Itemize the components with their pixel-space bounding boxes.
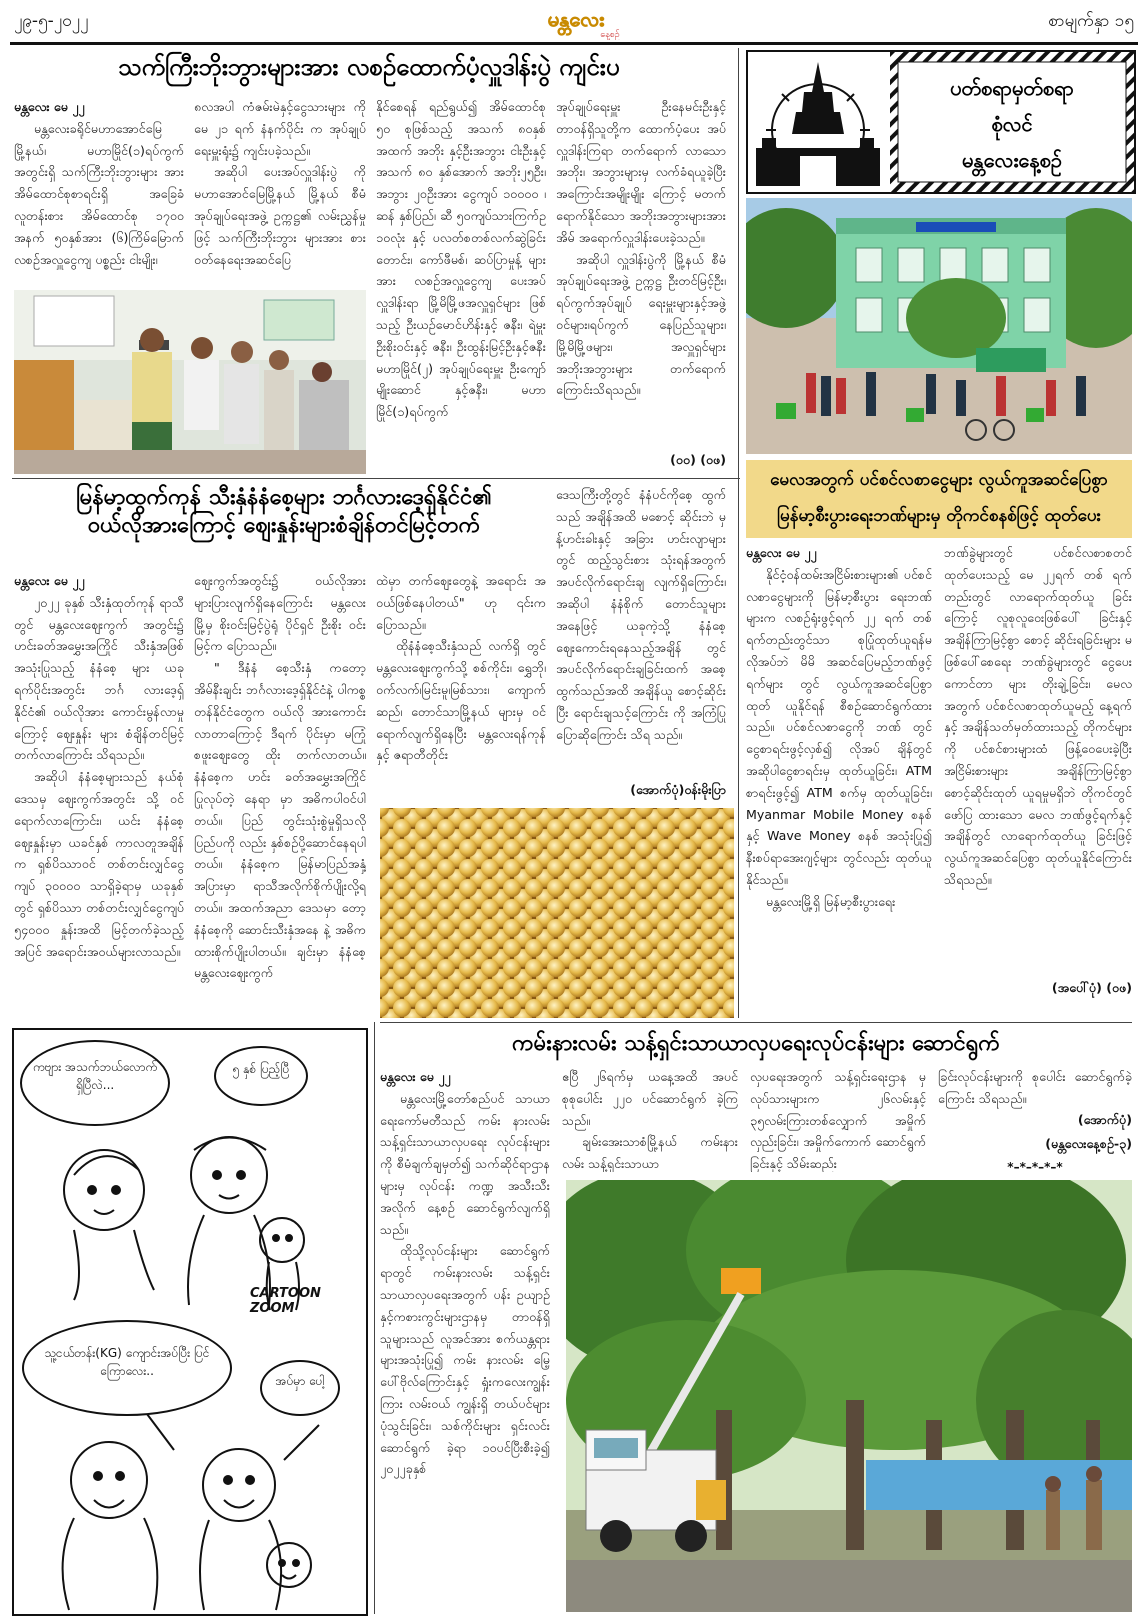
- article3-para1: နိုင်ငံ့ဝန်ထမ်းအငြိမ်းစားများ၏ ပင်စင်လစာငွေများကို မြန်မာ့စီးပွား ရေးဘဏ်များက လစဉ်ရုံးဖွင့်ရက် ၂၂ ရက် တစ်ရက်တည်းတွင်သာ စုပြုံထုတ်ယူရန်မလိုအပ်ဘဲ မိမိ အဆင်ပြေမည့်ဘဏ်ဖွင့်ရက်များ တွင် လွယ်ကူအဆင်ပြေစွာ ထုတ် ယူနိုင်ရန် စီစဉ်ဆောင်ရွက်ထား သည်။ ပင်စင်လစာငွေကို ဘဏ် တွင် ငွေစာရင်းဖွင့်လှစ်၍ လိုအပ် ချိန်တွင် အဆိုပါငွေစာရင်းမှ ထုတ်ယူခြင်း၊ ATM စာရင်းဖွင့်၍ ATM စက်မှ ထုတ်ယူခြင်း၊ Myanmar Mobile Money စနစ်နှင့် Wave Money စနစ် အသုံးပြု၍ နီးစပ်ရာအေးဂျင့်များ တွင်လည်း ထုတ်ယူနိုင်သည်။: [746, 566, 932, 887]
- notice-line2: စုံလင်: [991, 112, 1033, 136]
- cartoon-signature: CARTOON ZOOM: [250, 1286, 321, 1316]
- cartoon-bubble-3: သူ့ငယ်တန်း(KG) ကျောင်းအပ်ပြီး ပြင်ကြောလေး..: [22, 1320, 232, 1416]
- article2-col1: [14, 570, 184, 1016]
- article4-byline: မန္တလေး မေ ၂၂: [380, 1069, 451, 1084]
- article3-credit: (အပေါ်ပုံ) (ဝဖ): [1051, 980, 1132, 995]
- article4-para5: လှပရေးအတွက် သန့်ရှင်းရေးဌာန မှ လုပ်သားများက ၂၆လမ်းနှင့် ၃၅လမ်းကြားတစ်လျှောက် အမှိုက် လှည်းခြင်း၊ အမှိုက်ကောက် ဆောင်ရွက်ခြင်းနှင့် သိမ်းဆည်း: [750, 1069, 926, 1172]
- notice-line1: ပတ်စရာမှတ်စရာ: [950, 76, 1074, 100]
- article1-headline: သက်ကြီးဘိုးဘွားများအား လစဉ်ထောက်ပံ့လှူဒါန်းပွဲ ကျင်းပ: [118, 53, 620, 81]
- article3-col2: [944, 542, 1132, 978]
- article2-col2: [194, 570, 366, 1016]
- article2-credit: (အောက်ပုံ)ဝန်းမိုးပြာ: [630, 782, 726, 797]
- article1-credit: (ဝဝ) (ဝဖ): [670, 452, 726, 467]
- article3-headline-line1: မေလအတွက် ပင်စင်လစာငွေများ လွယ်ကူအဆင်ပြေစွာ: [770, 470, 1108, 490]
- article4-col4: [938, 1066, 1132, 1110]
- article4-para2: ထိုသို့လုပ်ငန်းများ ဆောင်ရွက် ရာတွင် ကမ်းနားလမ်း သန့်ရှင်း သာယာလှပရေးအတွက် ပန်း ဥယျာဉ်နှင့်ကစားကွင်းများဌာနမှ တာဝန်ရှိသူများသည် လူအင်အား စက်ယန္တရားများအသုံးပြု၍ ကမ်း နားလမ်း မြေ့ပေါ်ဗိုလ်ကြောင်းနှင့် ရှုံးကလေးကျွန်းကြား လမ်းဝယ် ကျွန်းရှိ တယ်ပင်များ ပုံသွင်းခြင်း၊ သစ်ကိုင်းများ ရှင်းလင်းဆောင်ရွက် ခဲ့ရာ ၁၀ပင်ပြီးစီးခဲ့၍ ၂၀၂၂ခုနှစ်: [380, 1243, 550, 1477]
- article1-para4: နိုင်စေရန် ရည်ရွယ်၍ အိမ်ထောင်စု ၅၀ စုဖြစ်သည့် အသက် ၈၀နှစ် အထက် အဘိုး နှင့်ဦးအဘွား ငါးဦးနှင့် အသက် ၈၀ နှစ်အောက် အဘိုး၂၅ဦး၊ အဘွား ၂၀ဦးအား ငွေကျပ် ၁၀၀၀၀ ၊ ဆန် နှစ်ပြည်၊ ဆီ ၅၀ကျပ်သားကြက်ဥ ၁၀လုံး နှင့် ပလတ်စတစ်လက်ဆွဲခြင်း တောင်း၊ ကော်ဖီမစ်၊ ဆပ်ပြာမှုန့် များအား လစဉ်အလှူငွေကျ ပေးအပ် လှူဒါန်းရာ မြို့မိမြို့ဖအလှူရှင်များ ဖြစ်သည့် ဦးယဉ်မောင်ဟိန်းနှင့် ဇနီး၊ ရဲမှူးဦးစိုးဝင်းနှင့် ဇနီး၊ ဦးထွန်းမြင့်ဦးနှင့်ဇနီးမဟာမြိုင်(၂) အုပ်ချုပ်ရေးမှူး ဦးကျော်မျိုးဆောင် နှင့်ဇနီး၊ မဟာမြိုင်(၁)ရပ်ကွက်: [376, 99, 546, 420]
- article2-col4: [556, 484, 726, 780]
- article4-source: (မန္တလေးနေ့စဉ်-၃): [1045, 1136, 1132, 1151]
- article2-headline-line1: မြန်မာ့ထွက်ကုန် သီးနှံနံနံစေ့များ ဘင်္ဂလားဒေ့ရှ်နိုင်ငံ၏: [76, 485, 492, 510]
- masthead-logo-text: မန္တလေး: [547, 7, 605, 31]
- issue-date: ၂၉-၅-၂၀၂၂: [14, 11, 89, 31]
- article2-para4: " ဒီနံနံ စေ့သီးနှံ ကတော့ အိမ်နီးချင်း ဘင်္ဂလားဒေ့ရှ်နိုင်ငံနဲ့ ပါကစ္စတန်နိုင်ငံတွေက ဝယ်လို အားကောင်းလာတာကြောင့် ဒီရက် ပိုင်းမှာ မကြုံစဖူးဈေးတွေ ထိုး တက်လာတယ်။ နံနံစေ့က ဟင်း ခတ်အမွှေးအကြိုင်ပြုလုပ်တဲ့ နေရာ မှာ အဓိကပါဝင်ပါတယ်။ ပြည် တွင်းသုံးစွဲမှုရှိသလို ပြည်ပကို လည်း နှစ်စဉ်ပို့ဆောင်နေရပါ တယ်။ နံနံစေ့က မြန်မာပြည်အနှံ့ အပြားမှာ ရာသီအလိုက်စိုက်ပျိုးလို့ရ တယ်။ အထက်အညာ ဒေသမှာ တော့ နံနံစေ့ကို ဆောင်းသီးနှံအနေ နဲ့ အဓိကထားစိုက်ပျိုးပါတယ်။ ချင်းမှာ နံနံစေ့ မန္တလေးဈေးကွက်: [194, 660, 366, 981]
- column-divider: [738, 48, 739, 1018]
- article3-headline-line2: မြန်မာ့စီးပွားရေးဘဏ်များမှ တိုကင်စနစ်ဖြင့် ထုတ်ပေး: [777, 506, 1101, 526]
- article3-para3: ဘဏ်ခွဲများတွင် ပင်စင်လစာစတင် ထုတ်ပေးသည့် မေ ၂၂ရက် တစ် ရက်တည်းတွင် လာရောက်ထုတ်ယူ ခြင်းကြောင့် လူစုလူဝေးဖြစ်ပေါ် ခြင်းနှင့် အချိန်ကြာမြင့်စွာ စောင့် ဆိုင်းရခြင်းများ မဖြစ်ပေါ်စေရေး ဘဏ်ခွဲများတွင် ငွေပေးကောင်တာ များ တိုးချဲ့ခြင်း၊ မေလအတွက် ပင်စင်လစာထုတ်ယူမည့် နေ့ရက် နှင့် အချိန်သတ်မှတ်ထားသည့် တိုကင်များကို ပင်စင်စားများထံ ဖြန့်ဝေပေးခဲ့ပြီး အငြိမ်းစားများ အချိန်ကြာမြင့်စွာ စောင့်ဆိုင်းထုတ် ယူရမှုမရှိဘဲ တိုကင်တွင် ဖော်ပြ ထားသော မေလ ဘဏ်ဖွင့်ရက်နှင့် အချိန်တွင် လာရောက်ထုတ်ယူ ခြင်းဖြင့် လွယ်ကူအဆင်ပြေစွာ ထုတ်ယူနိုင်ကြောင်း သိရသည်။: [944, 545, 1132, 887]
- cartoon-bubble-1: ကဗျား အသက်ဘယ်လောက် ရှိပြီလဲ...: [20, 1040, 170, 1126]
- divider: [12, 478, 740, 479]
- article2-para5: ထဲမှာ တက်ဈေးတွေနဲ့ အရောင်း အဝယ်ဖြစ်နေပါတယ်" ဟု ၎င်းက ပြောသည်။: [376, 573, 546, 632]
- article1-para2: ၈လအပါ ကံဇမ်းမဲနှင့်ငွေသားများ ကို မေ ၂၁ ရက် နံနက်ပိုင်း က အုပ်ချုပ်ရေးမှူးရုံး၌ ကျင်းပခဲ့သည်။: [194, 99, 366, 158]
- cartoon-bubble-4: အပ်မှာ ပေါ့: [260, 1360, 340, 1416]
- article2-headline: [14, 484, 554, 540]
- article2-para7: ဒေသကြီးတို့တွင် နံနံပင်ကိုစေ့ ထွက်သည် အချိန်အထိ မစောင့် ဆိုင်းဘဲ မှန့်ဟင်းခါးနှင့် အခြား ဟင်းလျာများတွင် ထည့်သွင်းစား သုံးရန်အတွက် အပင်လိုက်ရောင်းချ လျက်ရှိကြောင်း၊ အဆိုပါ နံနံစိုက် တောင်သူများအနေဖြင့် ယခုကဲ့သို့ နံနံစေ့ ဈေးကောင်းရနေသည့်အချိန် တွင် အပင်လိုက်ရောင်းချခြင်းထက် အစေ့ထွက်သည်အထိ အချိန်ယူ စောင့်ဆိုင်းပြီး ရောင်းချသင့်ကြောင်း ကို အကြံပြုပြောဆိုကြောင်း သိရ သည်။: [556, 487, 726, 742]
- article2-byline: မန္တလေး မေ ၂၂: [14, 573, 85, 588]
- article4-para4: ချမ်းအေးသာစံမြို့နယ် ကမ်းနားလမ်း သန့်ရှင်းသာယာ: [562, 1134, 738, 1172]
- article4-col3: [750, 1066, 926, 1172]
- article4-para3: ဧပြီ ၂၆ရက်မှ ယနေ့အထိ အပင် စုစုပေါင်း ၂၂၀ ပင်ဆောင်ရွက် ခဲ့ကြသည်။: [562, 1069, 738, 1128]
- article1-para5: အုပ်ချုပ်ရေးမှူး ဦးနေမင်းဦးနှင့် တာဝန်ရှိသူတို့က ထောက်ပံ့ပေး အပ်လှူဒါန်းကြရာ တက်ရောက် လာသော အဘိုး၊ အဘွားများမှ လက်ခံရယူခဲ့ပြီး အကြောင်းအမျိုးမျိုး ကြောင့် မတက်ရောက်နိုင်သော အဘိုးအဘွားများအား အိမ် အရောက်လှူဒါန်းပေးခဲ့သည်။: [556, 99, 726, 245]
- article1-para6: အဆိုပါ လှူဒါန်းပွဲကို မြို့နယ် စီမံအုပ်ချုပ်ရေးအဖွဲ့ ဥက္ကဋ္ဌ ဦးတင်မြင့်ဦး၊ ရပ်ကွက်အုပ်ချုပ် ရေးမှူးများနှင့်အဖွဲ့ဝင်များ၊ရပ်ကွက် နေပြည်သူများ၊ မြို့မိမြို့ဖများ၊ အလှူရှင်များ အဘိုးအဘွားများ တက်ရောက်ကြောင်းသိရသည်။: [556, 251, 726, 398]
- article2-para1: ၂၀၂၂ ခုနှစ် သီးနှံထုတ်ကုန် ရာသီတွင် မန္တလေးဈေးကွက် အတွင်း၌ ဟင်းခတ်အမွှေးအကြိုင် သီးနှံအဖြစ် အသုံးပြုသည့် နံနံစေ့ များ ယခုရက်ပိုင်းအတွင်း ဘင်္ဂ လားဒေ့ရှ်နိုင်ငံ၏ ဝယ်လိုအား ကောင်းမွန်လာမှုကြောင့် ဈေးနှုန်း များ စံချိန်တင်မြင့်တက်လာကြောင်း သိရသည်။: [14, 594, 184, 763]
- article4-end-mark: *–*–*–*–*: [1007, 1160, 1063, 1174]
- article2-para2: အဆိုပါ နံနံစေ့များသည် နယ်စုံဒေသမှ ဈေးကွက်အတွင်း သို့ ဝင်ရောက်လာကြောင်း၊ ယင်း နံနံစေ့ဈေးနှုန်းမှာ ယခင်နှစ် ကာလတူအချိန်က ရှစ်ပိဿာဝင် တစ်တင်းလျှင်ငွေကျပ် ၃၀၀၀၀ သာရှိခဲ့ရာမှ ယခုနှစ်တွင် ရှစ်ပိဿာ တစ်တင်းလျှင်ငွေကျပ် ၅၄၀၀၀ နှုန်းအထိ မြင့်တက်ခဲ့သည့်အပြင် အရောင်းအဝယ်များလာသည်။: [14, 769, 184, 959]
- article4-para1: မန္တလေးမြို့တော်စည်ပင် သာယာရေးကော်မတီသည် ကမ်း နားလမ်း သန့်ရှင်းသာယာလှပရေး လုပ်ငန်းများကို စီမံချက်ချမှတ်၍ သက်ဆိုင်ရာဌာနများမှ လုပ်ငန်း ကဏ္ဍ အသီးသီးအလိုက် နေ့စဉ် ဆောင်ရွက်လျက်ရှိသည်။: [380, 1090, 550, 1237]
- article3-byline: မန္တလေး မေ ၂၂: [746, 545, 817, 560]
- donation-ceremony-photo: [14, 290, 366, 474]
- cartoon-panel: [12, 1028, 368, 1616]
- article2-para6: ထိုနံနံစေ့သီးနှံသည် လက်ရှိ တွင် မန္တလေးဈေးကွက်သို့ စစ်ကိုင်း၊ ရွှေဘို၊ ဝက်လက်၊မြင်းမူ၊မြစ်သား၊ ကျောက်ဆည်၊ တောင်သာမြို့နယ် များမှ ဝင်ရောက်လျက်ရှိနေပြီး မန္တလေးရန်ကုန်နှင့် ဇရာတီတိုင်း: [376, 638, 546, 763]
- article4-col1: [380, 1066, 550, 1612]
- notice-line3: မန္တလေးနေ့စဉ်: [962, 148, 1062, 172]
- bank-queue-photo: [746, 198, 1132, 454]
- article1-byline: မန္တလေး မေ ၂၂: [14, 99, 85, 114]
- article1-para1: မန္တလေးခရိုင်မဟာအောင်မြေ မြို့နယ်၊ မဟာမြိုင်(၁)ရပ်ကွက် အတွင်းရှိ သက်ကြီးဘိုးဘွားများ အား အိမ်ထောင်စုစာရင်းရှိ အခြေခံ လူတန်းစား အိမ်ထောင်စု ၁၇၀၀ အနက် ၅၀နှစ်အား (၆)ကြိမ်မြောက် လစဉ်အလှူငွေကျ ပစ္စည်း ငါးမျိုး၊: [14, 120, 184, 267]
- divider: [380, 1022, 1132, 1023]
- cartoon-bubble-2: ၅ နှစ် ပြည့်ပြီ: [214, 1046, 308, 1106]
- article1-col2: [194, 96, 366, 288]
- article1-col3: [376, 96, 546, 476]
- article3-headline: [746, 460, 1132, 538]
- article3-col1: [746, 542, 932, 1000]
- masthead-logo: [512, 4, 640, 40]
- article4-col2: [562, 1066, 738, 1172]
- page-number: စာမျက်နှာ ၁၅: [1048, 11, 1134, 31]
- column-divider: [374, 1022, 375, 1614]
- article1-para3: အဆိုပါ ပေးအပ်လှူဒါန်းပွဲ ကို မဟာအောင်မြေမြို့နယ် မြို့နယ် စီမံအုပ်ချုပ်ရေးအဖွဲ့ ဥက္ကဋ္ဌ၏ လမ်းညွှန်မှုဖြင့် သက်ကြီးဘိုးဘွား များအား စားဝတ်နေရေးအဆင်ပြေ: [194, 164, 366, 267]
- article2-headline-line2: ဝယ်လိုအားကြောင့် ဈေးနှုန်းများစံချိန်တင်မြင့်တက်: [87, 513, 481, 539]
- header-rule: [10, 42, 1138, 45]
- article4-credit: (အောက်ပုံ): [1077, 1112, 1132, 1127]
- article3-para2: မန္တလေးမြို့ရှိ မြန်မာ့စီးပွားရေး: [766, 893, 896, 909]
- article2-para3: ဈေးကွက်အတွင်း၌ ဝယ်လိုအား များပြားလျက်ရှိနေကြောင်း မန္တလေး မြို့မှ စိုးဝင်းမြင့်ပွဲရုံ ပိုင်ရှင် ဦးစိုး ဝင်းမြင့်က ပြောသည်။: [194, 573, 366, 654]
- tree-trimming-photo: [566, 1180, 1132, 1612]
- article1-col1: [14, 96, 184, 288]
- coriander-seeds-photo: [380, 808, 734, 1018]
- article4-para6: ခြင်းလုပ်ငန်းများကို စုပေါင်း ဆောင်ရွက်ခဲ့ကြောင်း သိရသည်။: [938, 1069, 1132, 1106]
- notice-box: [746, 50, 1136, 194]
- masthead-logo-sub: နေ့စဉ်: [600, 30, 620, 40]
- article1-col4: [556, 96, 726, 448]
- article2-col3: [376, 570, 546, 800]
- article4-headline: ကမ်းနားလမ်း သန့်ရှင်းသာယာလှပရေးလုပ်ငန်းများ ဆောင်ရွက်: [512, 1031, 1000, 1056]
